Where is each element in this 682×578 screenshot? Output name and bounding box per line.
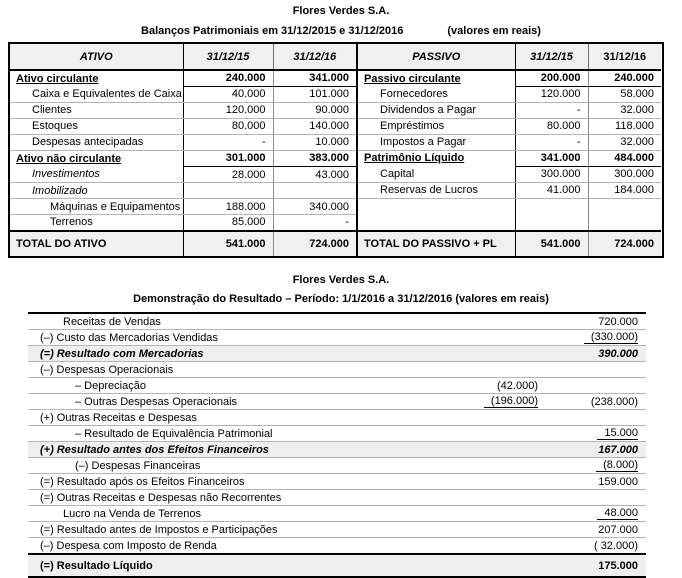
row-label: – Depreciação	[75, 379, 146, 392]
income-row	[28, 442, 646, 458]
income-row	[28, 346, 646, 362]
value-cell: 40.000	[183, 86, 273, 102]
value-cell: 300.000	[515, 166, 588, 182]
value-cell: 301.000	[183, 150, 273, 166]
table-row	[358, 231, 661, 256]
value-cell: 85.000	[183, 215, 273, 231]
value-cell: 58.000	[588, 86, 661, 102]
value-cell: 118.000	[588, 118, 661, 134]
row-label: Passivo circulante	[358, 70, 515, 86]
row-label: (=) Resultado antes de Impostos e Participações	[40, 523, 278, 536]
income-row	[28, 378, 646, 394]
value-text: 207.000	[598, 523, 638, 536]
value-cell: 28.000	[183, 166, 273, 182]
income-row	[28, 506, 646, 522]
ativo-table	[10, 44, 358, 256]
value-cell: 240.000	[588, 70, 661, 86]
table-row	[10, 199, 357, 215]
income-row	[28, 362, 646, 378]
value-cell	[183, 183, 273, 199]
value-cell: 341.000	[273, 70, 357, 86]
income-row	[28, 458, 646, 474]
row-label: Despesas antecipadas	[10, 134, 183, 150]
table-row	[358, 102, 661, 118]
table-row	[10, 166, 357, 182]
value-cell: 32.000	[588, 134, 661, 150]
column-header: 31/12/15	[515, 44, 588, 70]
value-text: (330.000)	[584, 331, 638, 344]
row-label: Impostos a Pagar	[358, 134, 515, 150]
table-row	[358, 166, 661, 182]
value-text: 15.000	[597, 427, 638, 440]
column-header: 31/12/16	[588, 44, 661, 70]
row-label: Receitas de Vendas	[63, 315, 161, 328]
row-value	[538, 560, 638, 572]
row-value	[538, 396, 638, 408]
row-label: (=) Outras Receitas e Despesas não Recorrentes	[40, 491, 282, 504]
row-value	[538, 444, 638, 456]
row-label: Clientes	[10, 102, 183, 118]
row-label: Empréstimos	[358, 118, 515, 134]
value-cell: 120.000	[515, 86, 588, 102]
header-row	[10, 44, 357, 70]
column-header: 31/12/15	[183, 44, 273, 70]
value-cell: 200.000	[515, 70, 588, 86]
value-text: (196.000)	[484, 395, 538, 408]
balance-sheet-table	[8, 42, 664, 258]
value-text: 167.000	[598, 443, 638, 456]
value-cell: 41.000	[515, 182, 588, 198]
mid-value	[446, 395, 538, 408]
table-row	[358, 86, 661, 102]
value-cell	[588, 198, 661, 231]
value-cell: 101.000	[273, 86, 357, 102]
value-text: 390.000	[598, 347, 638, 360]
table-row	[10, 118, 357, 134]
row-label: (–) Despesas Financeiras	[75, 459, 201, 472]
table-row	[358, 198, 661, 231]
table-row	[358, 134, 661, 150]
income-statement-title: Flores Verdes S.A.	[292, 274, 390, 286]
row-value	[538, 540, 638, 552]
column-header: PASSIVO	[358, 44, 515, 70]
mid-value	[446, 380, 538, 392]
row-value	[538, 459, 638, 472]
value-text: ( 32.000)	[593, 539, 638, 552]
row-label: (=) Resultado Líquido	[40, 559, 153, 572]
income-row	[28, 538, 646, 554]
value-text: 175.000	[598, 559, 638, 572]
value-cell: 541.000	[183, 231, 273, 256]
table-row	[10, 102, 357, 118]
row-label: Lucro na Venda de Terrenos	[63, 507, 202, 520]
value-cell: 300.000	[588, 166, 661, 182]
table-row	[358, 182, 661, 198]
row-label: Investimentos	[10, 166, 183, 182]
value-text: 159.000	[598, 475, 638, 488]
value-cell: 341.000	[515, 150, 588, 166]
row-value	[538, 316, 638, 328]
income-row	[28, 553, 646, 578]
row-value	[538, 524, 638, 536]
table-row	[358, 70, 661, 86]
value-cell: 383.000	[273, 150, 357, 166]
row-label: – Outras Despesas Operacionais	[75, 395, 238, 408]
table-row	[10, 231, 357, 256]
value-cell: 240.000	[183, 70, 273, 86]
row-label: Terrenos	[10, 215, 183, 231]
value-cell: 32.000	[588, 102, 661, 118]
value-cell: 184.000	[588, 182, 661, 198]
column-header: ATIVO	[10, 44, 183, 70]
value-cell: 541.000	[515, 231, 588, 256]
income-statement-table	[28, 312, 646, 578]
table-row	[10, 150, 357, 166]
income-row	[28, 490, 646, 506]
row-label: (+) Resultado antes dos Efeitos Financeiros	[40, 443, 269, 456]
income-row	[28, 330, 646, 346]
row-label: (–) Custo das Mercadorias Vendidas	[40, 331, 218, 344]
value-text: (238.000)	[590, 395, 638, 408]
row-label: Fornecedores	[358, 86, 515, 102]
table-row	[10, 183, 357, 199]
row-label: TOTAL DO PASSIVO + PL	[358, 231, 515, 256]
value-cell: 43.000	[273, 166, 357, 182]
value-text: (8.000)	[596, 459, 638, 472]
value-cell: 10.000	[273, 134, 357, 150]
value-cell: 340.000	[273, 199, 357, 215]
value-cell: 90.000	[273, 102, 357, 118]
income-row	[28, 314, 646, 330]
row-label: Reservas de Lucros	[358, 182, 515, 198]
row-label: Patrimônio Líquido	[358, 150, 515, 166]
row-label: Ativo circulante	[10, 70, 183, 86]
value-cell: 724.000	[588, 231, 661, 256]
value-cell	[515, 198, 588, 231]
value-cell: 120.000	[183, 102, 273, 118]
row-label: Dividendos a Pagar	[358, 102, 515, 118]
table-row	[10, 215, 357, 231]
row-label: (=) Resultado com Mercadorias	[40, 347, 204, 360]
table-row	[10, 86, 357, 102]
value-cell: 80.000	[183, 118, 273, 134]
value-cell: -	[515, 134, 588, 150]
table-row	[10, 70, 357, 86]
value-cell: -	[515, 102, 588, 118]
passivo-table	[358, 44, 661, 256]
row-value	[538, 507, 638, 520]
value-cell: 484.000	[588, 150, 661, 166]
table-row	[358, 150, 661, 166]
row-value	[538, 331, 638, 344]
balance-sheet-subtitle	[0, 25, 682, 37]
value-cell: -	[183, 134, 273, 150]
row-label: Capital	[358, 166, 515, 182]
row-label: Imobilizado	[10, 183, 183, 199]
value-cell	[273, 183, 357, 199]
table-row	[358, 118, 661, 134]
income-row	[28, 410, 646, 426]
value-cell: 80.000	[515, 118, 588, 134]
row-label: (=) Resultado após os Efeitos Financeiros	[40, 475, 245, 488]
row-label: (–) Despesas Operacionais	[40, 363, 174, 376]
value-text: 720.000	[598, 315, 638, 328]
column-header: 31/12/16	[273, 44, 357, 70]
row-label: Ativo não circulante	[10, 150, 183, 166]
row-value	[538, 476, 638, 488]
balance-sheet-title: Flores Verdes S.A.	[292, 5, 390, 17]
value-cell: 724.000	[273, 231, 357, 256]
row-label: Estoques	[10, 118, 183, 134]
value-text: 48.000	[597, 507, 638, 520]
table-row	[10, 134, 357, 150]
income-row	[28, 522, 646, 538]
row-value	[538, 348, 638, 360]
valores-note: (valores em reais)	[447, 25, 541, 37]
row-label: Máquinas e Equipamentos	[10, 199, 183, 215]
row-label: (+) Outras Receitas e Despesas	[40, 411, 197, 424]
row-label: Caixa e Equivalentes de Caixa	[10, 86, 183, 102]
income-row	[28, 426, 646, 442]
row-label	[358, 198, 515, 231]
balance-sheet-subtitle-text: Balanços Patrimoniais em 31/12/2015 e 31/12/2016	[141, 25, 404, 37]
row-label: (–) Despesa com Imposto de Renda	[40, 539, 217, 552]
header-row	[358, 44, 661, 70]
value-cell: 140.000	[273, 118, 357, 134]
value-text: (42.000)	[497, 379, 538, 392]
value-cell: -	[273, 215, 357, 231]
row-value	[538, 427, 638, 440]
income-statement-subtitle: Demonstração do Resultado – Período: 1/1/2016 a 31/12/2016 (valores em reais)	[133, 293, 549, 305]
row-label: – Resultado de Equivalência Patrimonial	[75, 427, 273, 440]
row-label: TOTAL DO ATIVO	[10, 231, 183, 256]
income-row	[28, 474, 646, 490]
value-cell: 188.000	[183, 199, 273, 215]
income-row	[28, 394, 646, 410]
